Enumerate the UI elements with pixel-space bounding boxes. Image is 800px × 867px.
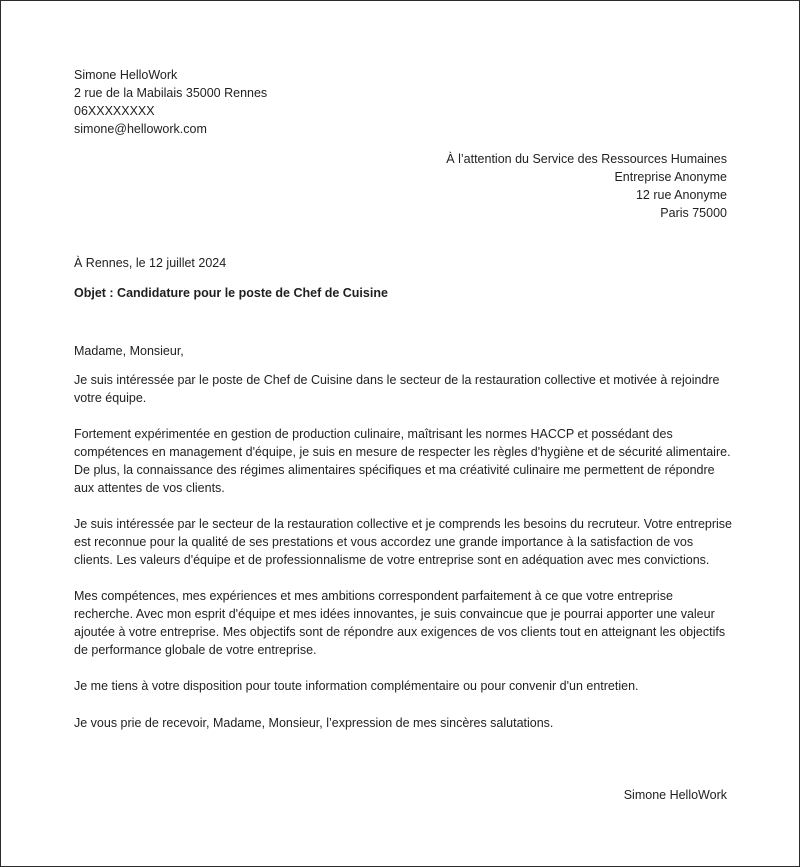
- sender-phone: 06XXXXXXXX: [74, 104, 155, 118]
- sender-name: Simone HelloWork: [74, 68, 178, 82]
- letter-body: [74, 342, 734, 750]
- letter-paragraph-1: Je suis intéressée par le poste de Chef de Cuisine dans le secteur de la restauration collective et motivée à rejoindre votre équipe.: [74, 373, 720, 405]
- letter-date: À Rennes, le 12 juillet 2024: [74, 256, 227, 270]
- letter-paragraph-4: Mes compétences, mes expériences et mes ambitions correspondent parfaitement à ce que votre entreprise recherche. Avec mon esprit d'équipe et mes idées innovantes, je suis convaincue que je pourrai apporter une valeur ajoutée à votre entreprise. Mes objectifs sont de répondre aux exigences de vos clients tout en atteignant les objectifs de performance globale de votre entreprise.: [74, 589, 726, 657]
- letter-salutation: Madame, Monsieur,: [74, 344, 184, 358]
- letter-paragraph-2: Fortement expérimentée en gestion de production culinaire, maîtrisant les normes HACCP et possédant des compétences en management d'équipe, je suis en mesure de respecter les règles d'hygiène et de sécurité alimentaire. De plus, la connaissance des régimes alimentaires spécifiques et ma créativité culinaire me permettent de répondre aux attentes de vos clients.: [74, 427, 731, 495]
- sender-email: simone@hellowork.com: [74, 122, 207, 136]
- recipient-street: 12 rue Anonyme: [635, 188, 727, 202]
- sender-address: 2 rue de la Mabilais 35000 Rennes: [74, 86, 268, 100]
- recipient-company: Entreprise Anonyme: [614, 170, 727, 184]
- letter-subject: Objet : Candidature pour le poste de Chef de Cuisine: [74, 286, 388, 300]
- recipient-attention: À l’attention du Service des Ressources Humaines: [446, 152, 727, 166]
- letter-closing: Je vous prie de recevoir, Madame, Monsieur, l’expression de mes sincères salutations.: [74, 716, 554, 730]
- recipient-block: [446, 150, 727, 222]
- sender-block: [74, 66, 267, 138]
- letter-paragraph-5: Je me tiens à votre disposition pour toute information complémentaire ou pour convenir d'un entretien.: [74, 679, 639, 693]
- letter-signature: Simone HelloWork: [623, 788, 727, 802]
- recipient-city: Paris 75000: [660, 206, 727, 220]
- letter-paragraph-3: Je suis intéressée par le secteur de la restauration collective et je comprends les besoins du recruteur. Votre entreprise est reconnue pour la qualité de ses prestations et vous accordez une grande importance à la satisfaction de vos clients. Les valeurs d'équipe et de professionnalisme de votre entreprise sont en adéquation avec mes convictions.: [74, 517, 732, 567]
